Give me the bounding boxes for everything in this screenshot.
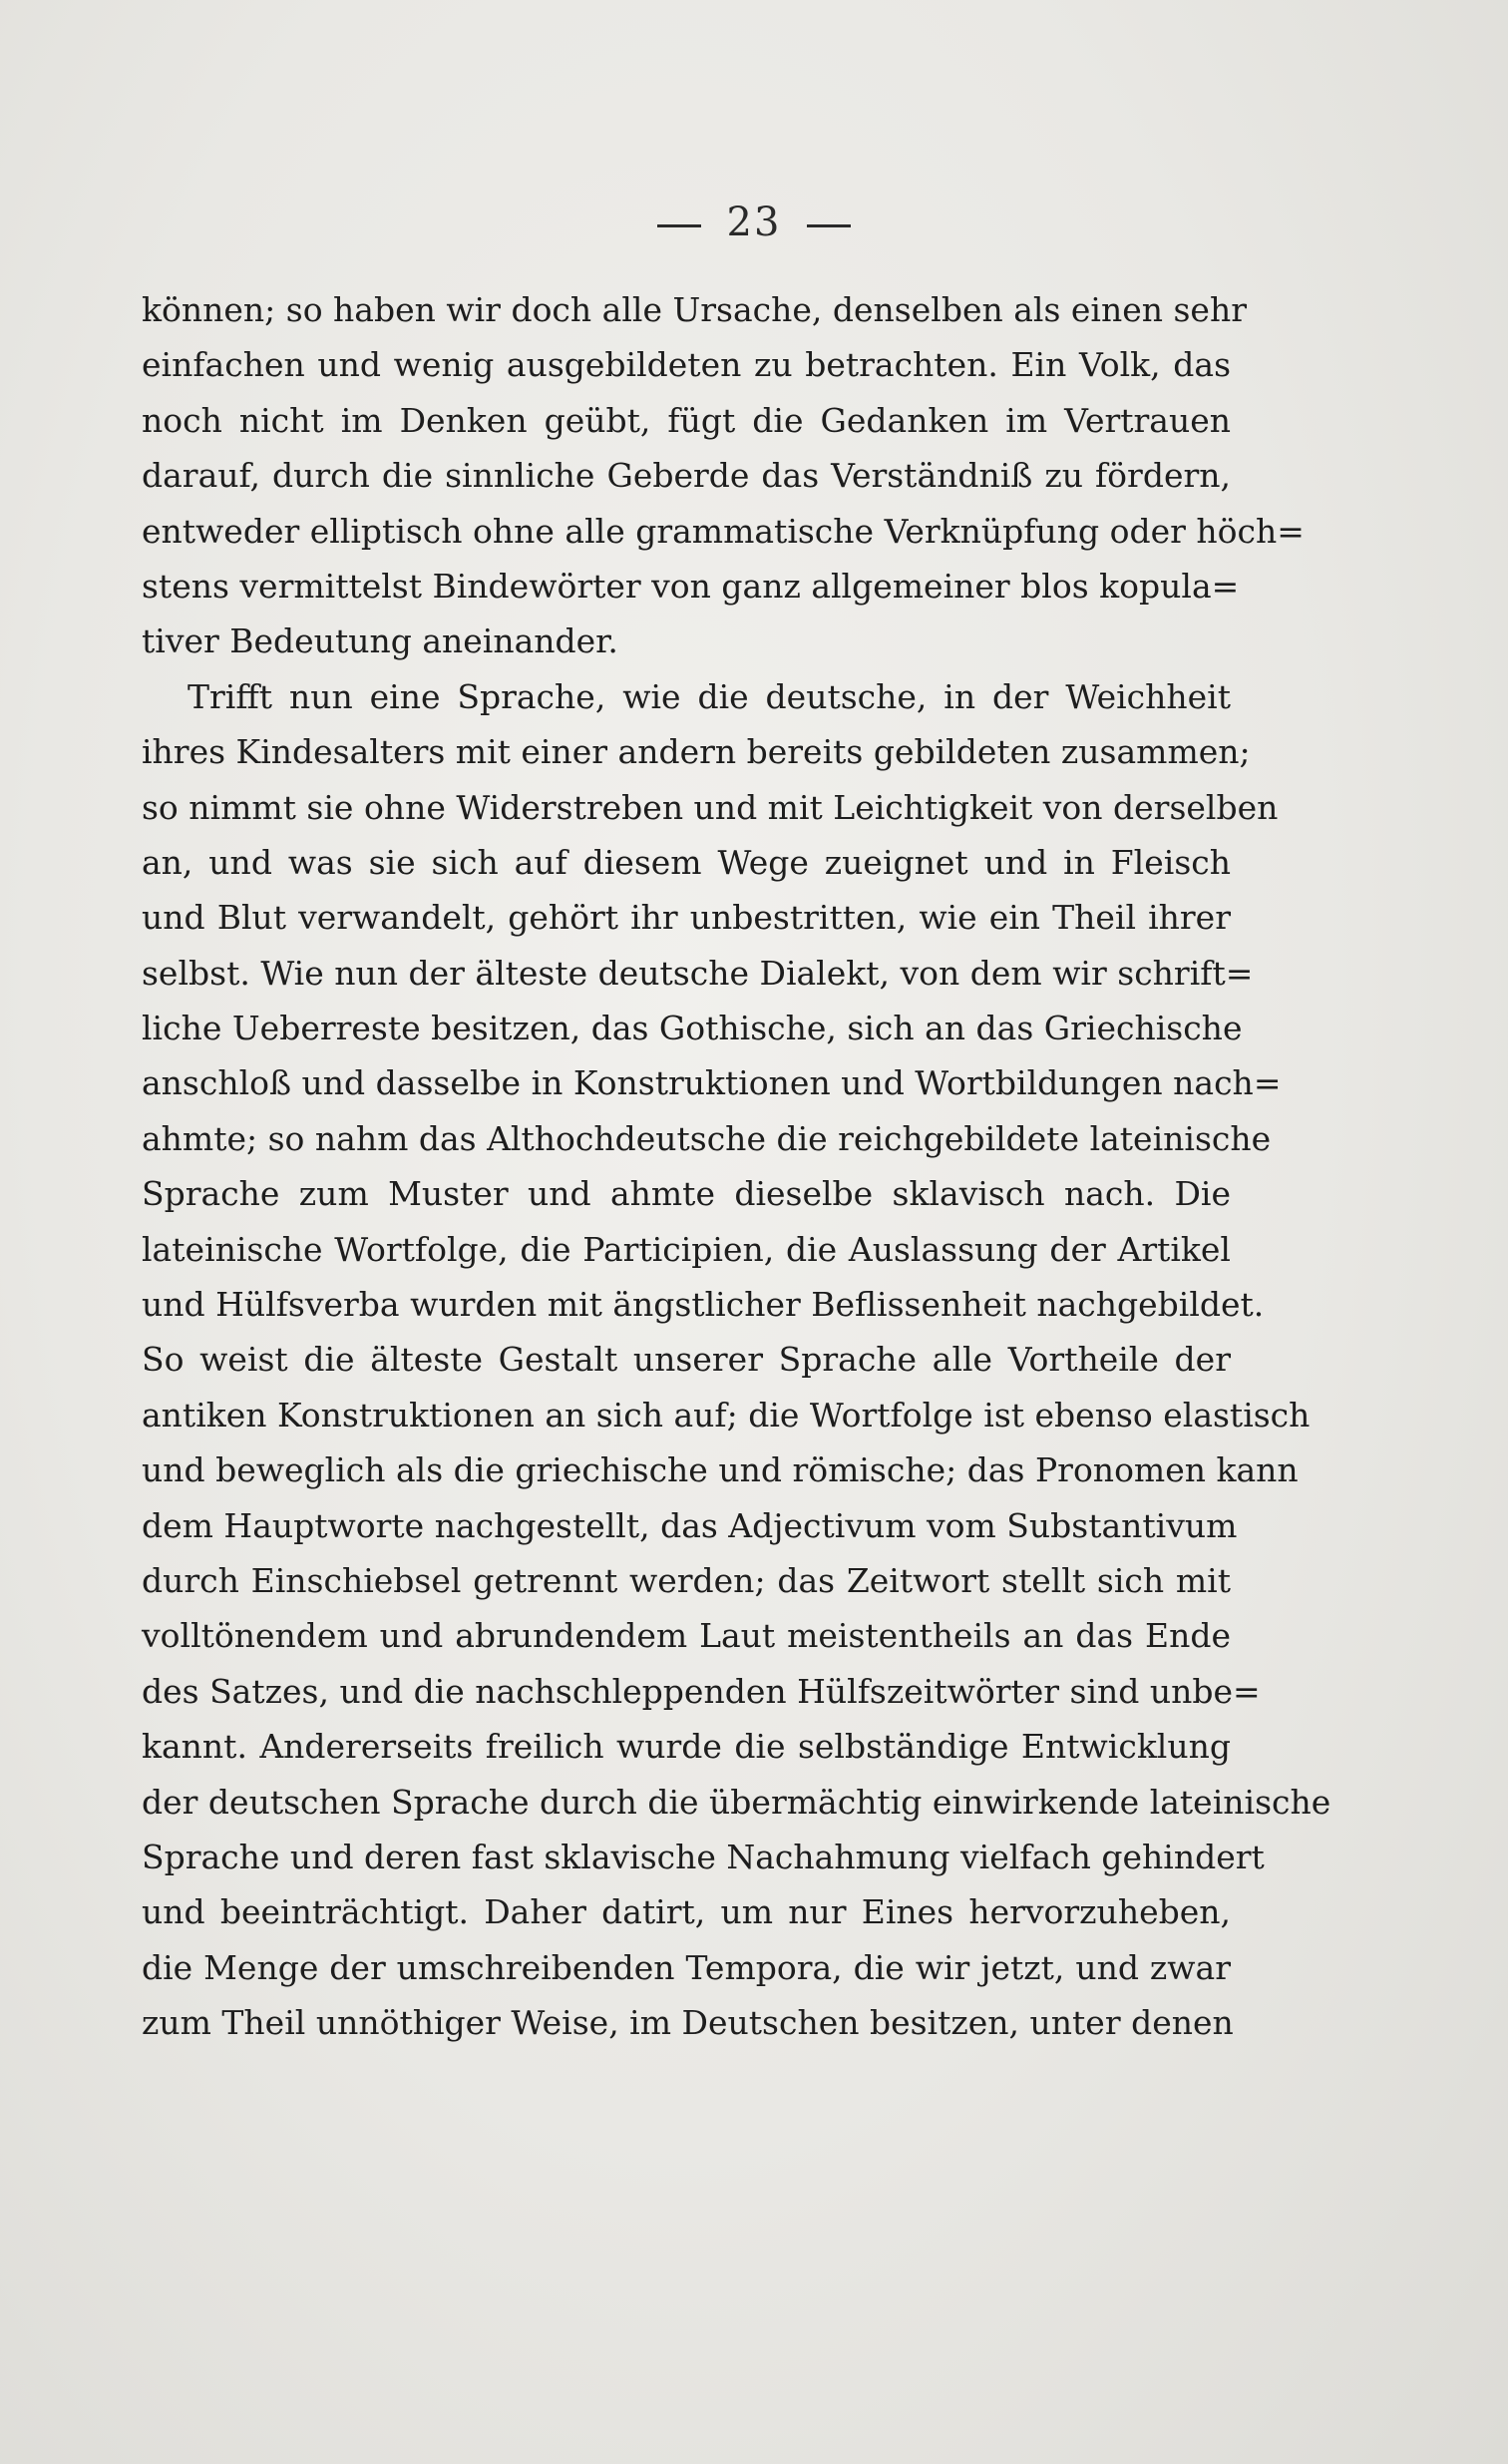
body-text xyxy=(142,282,1331,2051)
text-line: die Menge der umschreibenden Tempora, die wir jetzt, und zwar xyxy=(142,1947,1231,1987)
text-line: durch Einschiebsel getrennt werden; das Zeitwort stellt sich mit xyxy=(142,1560,1231,1600)
text-line: kannt. Andererseits freilich wurde die selbständige Entwicklung xyxy=(142,1727,1231,1767)
text-line: Sprache und deren fast sklavische Nachahmung vielfach gehindert xyxy=(142,1837,1265,1876)
text-line: und beweglich als die griechische und römische; das Pronomen kann xyxy=(142,1450,1299,1490)
text-line: volltönendem und abrundendem Laut meistentheils an das Ende xyxy=(142,1616,1231,1656)
text-line: Sprache zum Muster und ahmte dieselbe sklavisch nach. Die xyxy=(142,1174,1231,1214)
text-line: und beeinträchtigt. Daher datirt, um nur Eines hervorzuheben, xyxy=(142,1892,1231,1932)
text-line: zum Theil unnöthiger Weise, im Deutschen besitzen, unter denen xyxy=(142,2003,1234,2043)
text-line: und Hülfsverba wurden mit ängstlicher Beflissenheit nachgebildet. xyxy=(142,1285,1265,1325)
text-line: lateinische Wortfolge, die Participien, die Auslassung der Artikel xyxy=(142,1229,1231,1269)
text-line: noch nicht im Denken geübt, fügt die Gedanken im Vertrauen xyxy=(142,400,1231,440)
text-line: tiver Bedeutung aneinander. xyxy=(142,621,618,661)
text-line: darauf, durch die sinnliche Geberde das Verständniß zu fördern, xyxy=(142,456,1231,496)
text-line: dem Hauptworte nachgestellt, das Adjectivum vom Substantivum xyxy=(142,1505,1238,1545)
text-line: liche Ueberreste besitzen, das Gothische, sich an das Griechische xyxy=(142,1009,1243,1048)
text-line: an, und was sie sich auf diesem Wege zueignet und in Fleisch xyxy=(142,842,1231,882)
page-number-value: 23 xyxy=(726,200,782,245)
page-number xyxy=(0,200,1508,245)
text-line: und Blut verwandelt, gehört ihr unbestritten, wie ein Theil ihrer xyxy=(142,898,1231,938)
text-line: stens vermittelst Bindewörter von ganz allgemeiner blos kopula= xyxy=(142,566,1240,606)
text-line: Trifft nun eine Sprache, wie die deutsche, in der Weichheit xyxy=(188,676,1231,716)
text-line: antiken Konstruktionen an sich auf; die Wortfolge ist ebenso elastisch xyxy=(142,1395,1311,1435)
text-line: so nimmt sie ohne Widerstreben und mit Leichtigkeit von derselben xyxy=(142,787,1279,827)
text-line: einfachen und wenig ausgebildeten zu betrachten. Ein Volk, das xyxy=(142,345,1231,385)
text-line: ihres Kindesalters mit einer andern bereits gebildeten zusammen; xyxy=(142,732,1251,772)
page-number-left-dash xyxy=(657,224,701,227)
text-line: der deutschen Sprache durch die übermächtig einwirkende lateinische xyxy=(142,1782,1331,1822)
page-number-right-dash xyxy=(807,224,851,227)
text-line: können; so haben wir doch alle Ursache, denselben als einen sehr xyxy=(142,290,1247,329)
text-line: entweder elliptisch ohne alle grammatische Verknüpfung oder höch= xyxy=(142,511,1305,551)
text-line: ahmte; so nahm das Althochdeutsche die reichgebildete lateinische xyxy=(142,1118,1272,1158)
text-line: selbst. Wie nun der älteste deutsche Dialekt, von dem wir schrift= xyxy=(142,953,1254,993)
text-line: des Satzes, und die nachschleppenden Hülfszeitwörter sind unbe= xyxy=(142,1671,1261,1711)
text-line: So weist die älteste Gestalt unserer Sprache alle Vortheile der xyxy=(142,1340,1231,1380)
text-line: anschloß und dasselbe in Konstruktionen und Wortbildungen nach= xyxy=(142,1063,1282,1103)
